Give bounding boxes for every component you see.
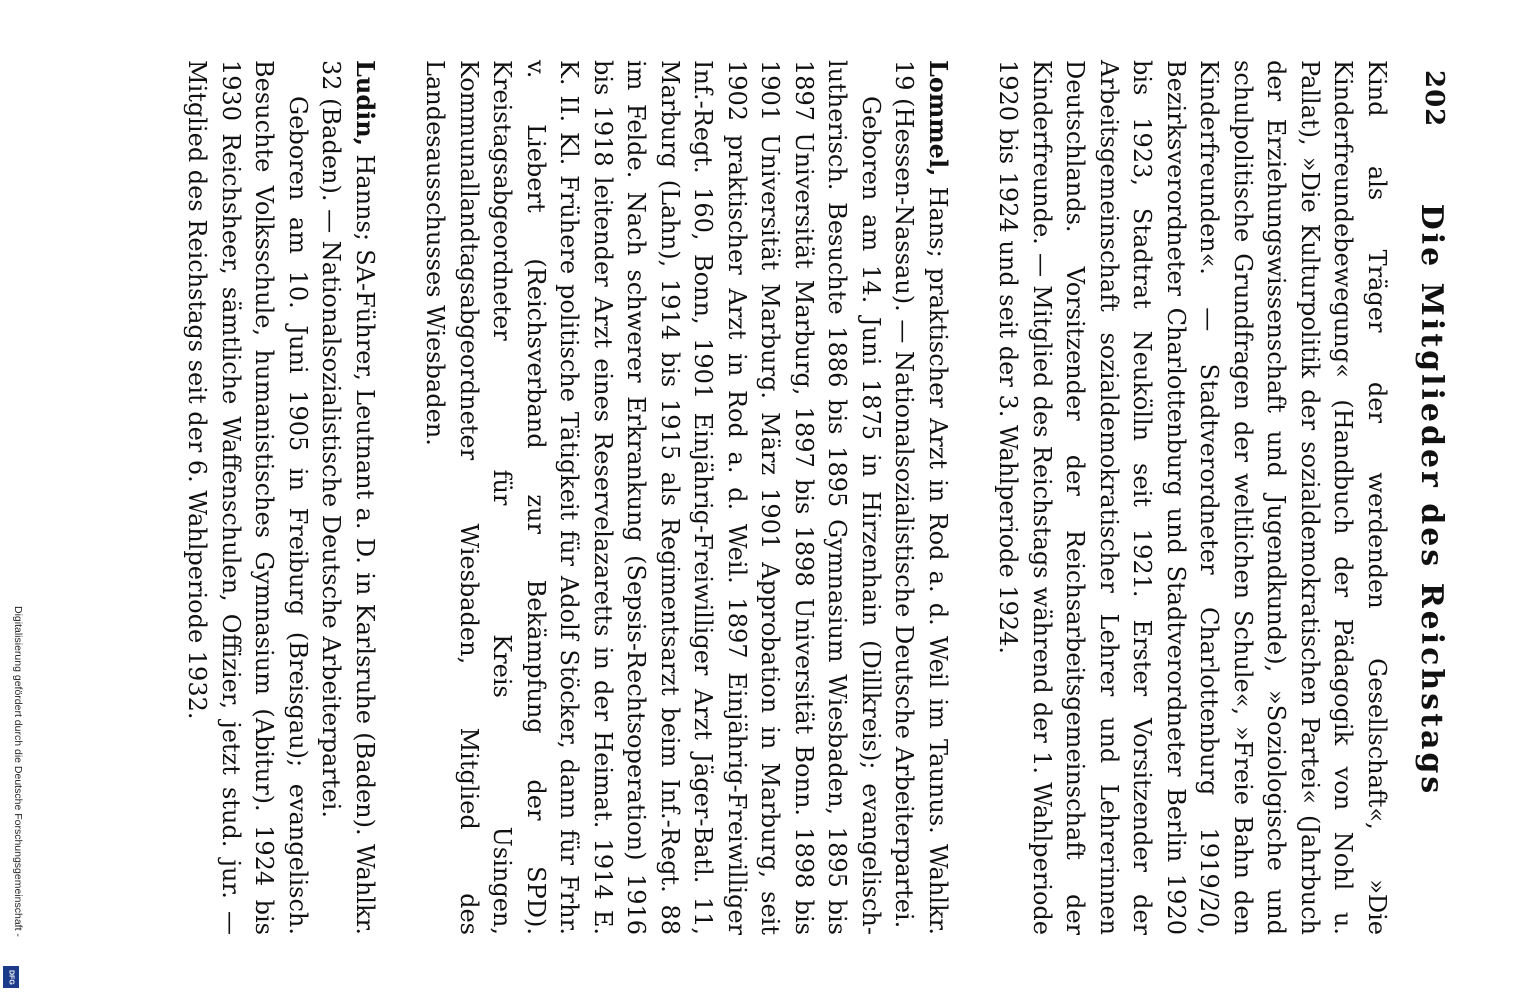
entry-ludin-intro: Hanns; SA-Führer, Leutnant a. D. in Karlsruhe (Baden). Wahlkr. 32 (Baden). — Nationalsozialistische Deutsche Arbeiterpartei. <box>317 60 379 935</box>
digitization-credit <box>0 0 24 1000</box>
credit-text: Digitalisierung gefördert durch die Deutsche Forschungsgemeinschaft - <box>12 606 24 937</box>
entry-ludin-name: Ludin, <box>351 60 380 147</box>
entry-lommel-intro: Hans; praktischer Arzt in Rod a. d. Weil im Taunus. Wahlkr. 19 (Hessen-Nassau). — Nationalsozialistische Deutsche Arbeiterpartei. <box>890 60 952 935</box>
page-number: 202 <box>1419 70 1449 128</box>
entry-ludin-heading <box>314 60 382 935</box>
running-title: Die Mitglieder des Reichstags <box>1414 203 1449 797</box>
entry-ludin-biography: Geboren am 10. Juni 1905 in Freiburg (Breisgau); evangelisch. Besuchte Volksschule, humanistisches Gymnasium (Abitur). 1924 bis 1930 Reichsheer, sämtliche Waffenschulen, Offizier, jetzt stud. jur. — Mitglied des Reichstags seit der 6. Wahlperiode 1932. <box>183 60 312 935</box>
entry-lommel-heading <box>887 60 955 935</box>
entry-lommel-biography: Geboren am 14. Juni 1875 in Hirzenhain (Dillkreis); evangelisch-lutherisch. Besuchte 1886 bis 1895 Gymnasium Wiesbaden, 1895 bis 1897 Universität Marburg, 1897 bis 1898 Universität Bonn. 1898 bis 1901 Universität Marburg. März 1901 Approbation in Marburg, seit 1902 praktischer Arzt in Rod a. d. Weil. 1897 Einjährig-Freiwilliger Inf.-Regt. 160, Bonn, 1901 Einjährig-Freiwilliger Arzt Jäger-Batl. 11, Marburg (Lahn), 1914 bis 1915 als Regimentsarzt beim Inf.-Regt. 88 im Felde. Nach schwerer Erkrankung (Sepsis-Rechtsoperation) 1916 bis 1918 leitender Arzt eines Reservelazaretts in der Heimat. 1914 E. K. II. Kl. Frühere politische Tätigkeit für Adolf Stöcker, dann für Frhr. v. Liebert (Reichsverband zur Bekämpfung der SPD). Kreistagsabgeordneter für Kreis Usingen, Kommunallandtagsabgeordneter Wiesbaden, Mitglied des Landesausschusses Wiesbaden. <box>421 60 885 935</box>
page-body <box>180 60 1393 935</box>
entry-lommel-name: Lommel, <box>924 60 953 177</box>
continuation-paragraph: Kind als Träger der werdenden Gesellschaft«, »Die Kinderfreundebewegung« (Handbuch der Pädagogik von Nohl u. Pallat), »Die Kulturpolitik der sozialdemokratischen Partei« (Jahrbuch der Erziehungswissenschaft und Jugendkunde), »Soziologische und schulpolitische Grundfragen der weltlichen Schule«, »Freie Bahn den Kinderfreunden«. — Stadtverordneter Charlottenburg 1919/20, Bezirksverordneter Charlottenburg und Stadtverordneter Berlin 1920 bis 1923, Stadtrat Neukölln seit 1921. Erster Vorsitzender der Arbeitsgemeinschaft sozialdemokratischer Lehrer und Lehrerinnen Deutschlands. Vorsitzender der Reichsarbeitsgemeinschaft der Kinderfreunde. — Mitglied des Reichstags während der 1. Wahlperiode 1920 bis 1924 und seit der 3. Wahlperiode 1924. <box>994 60 1391 935</box>
dfg-logo-icon: DFG <box>3 966 19 988</box>
page-header <box>1409 0 1449 1000</box>
